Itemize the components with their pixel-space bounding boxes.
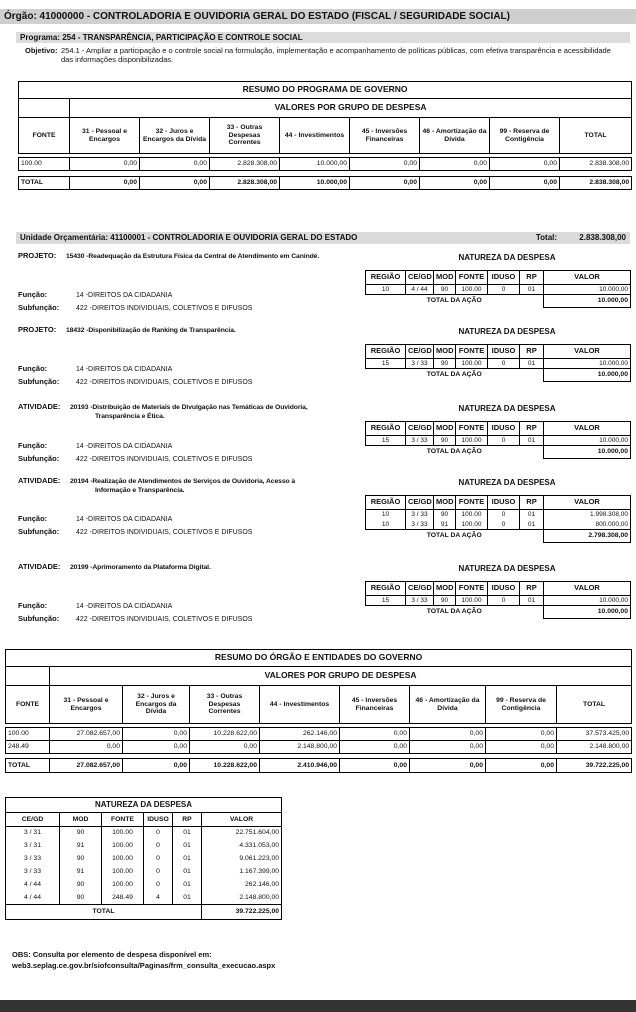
natureza-resumo-cell-2: 100.00 xyxy=(102,866,144,879)
natureza-cell-6: 10.000,00 xyxy=(544,596,631,606)
natureza-resumo-cell-4: 01 xyxy=(173,827,202,840)
natureza-resumo-cell-3: 0 xyxy=(144,866,173,879)
resumo-programa-total-cell-6: 0,00 xyxy=(420,177,490,190)
funcao-value: 14 -DIREITOS DA CIDADANIA xyxy=(76,516,173,523)
resumo-orgao-cell-5: 0,00 xyxy=(340,728,410,741)
table-row xyxy=(6,853,282,866)
resumo-programa-cell-5: 0,00 xyxy=(350,158,420,171)
funcao-label: Função: xyxy=(18,364,48,373)
resumo-programa-subtitle: VALORES POR GRUPO DE DESPESA xyxy=(70,99,632,118)
natureza-resumo-cell-1: 90 xyxy=(60,879,102,892)
total-acao-value: 10.000,00 xyxy=(544,606,631,619)
natureza-header-1: CE/GD xyxy=(406,582,434,596)
resumo-programa-cell-7: 0,00 xyxy=(490,158,560,171)
natureza-header-0: REGIÃO xyxy=(366,422,406,436)
acao-tipo: ATIVIDADE: xyxy=(18,562,61,571)
resumo-orgao-header-6: 46 - Amortização da Dívida xyxy=(410,686,486,724)
resumo-orgao-cell-0: 248.49 xyxy=(6,741,50,754)
acao-tipo: ATIVIDADE: xyxy=(18,402,61,411)
natureza-cell-0: 10 xyxy=(366,510,406,520)
table-row xyxy=(366,596,631,606)
table-row xyxy=(19,158,632,171)
acao-descricao: 18432 -Disponibilização de Ranking de Transparência. xyxy=(66,327,236,334)
subfuncao-label: Subfunção: xyxy=(18,454,60,463)
natureza-cell-4: 0 xyxy=(488,285,520,295)
natureza-header-2: MOD xyxy=(434,582,456,596)
resumo-programa-cell-2: 0,00 xyxy=(140,158,210,171)
total-acao-value: 10.000,00 xyxy=(544,446,631,459)
natureza-resumo-cell-0: 3 / 33 xyxy=(6,853,60,866)
resumo-orgao-cell-8: 2.148.800,00 xyxy=(557,741,632,754)
funcao-value: 14 -DIREITOS DA CIDADANIA xyxy=(76,603,173,610)
resumo-orgao-cell-1: 0,00 xyxy=(50,741,123,754)
resumo-orgao-total-cell-5: 0,00 xyxy=(340,759,410,773)
natureza-resumo-cell-4: 01 xyxy=(173,892,202,905)
natureza-cell-0: 15 xyxy=(366,596,406,606)
natureza-table xyxy=(365,581,631,619)
total-acao-value: 10.000,00 xyxy=(544,295,631,308)
total-acao-label: TOTAL DA AÇÃO xyxy=(366,369,544,382)
resumo-orgao-cell-0: 100.00 xyxy=(6,728,50,741)
natureza-resumo-cell-5: 22.751.604,00 xyxy=(202,827,282,840)
acao-block xyxy=(18,403,630,469)
orgao-header: Órgão: 41000000 - CONTROLADORIA E OUVIDORIA GERAL DO ESTADO (FISCAL / SEGURIDADE SOCIAL) xyxy=(0,9,636,24)
natureza-header-5: RP xyxy=(520,345,544,359)
natureza-resumo-table xyxy=(5,797,282,920)
table-row xyxy=(366,359,631,369)
natureza-table xyxy=(365,421,631,459)
natureza-cell-0: 15 xyxy=(366,359,406,369)
natureza-cell-2: 90 xyxy=(434,436,456,446)
resumo-orgao-total-cell-6: 0,00 xyxy=(410,759,486,773)
acao-descricao: 15430 -Readequação da Estrutura Física da Central de Atendimento em Canindé. xyxy=(66,253,320,260)
resumo-orgao-cell-3: 10.228.622,00 xyxy=(190,728,260,741)
natureza-cell-3: 100.00 xyxy=(456,520,488,530)
acao-descricao-2: Informação e Transparência. xyxy=(95,487,185,494)
natureza-resumo-cell-1: 91 xyxy=(60,866,102,879)
resumo-orgao-header-7: 99 - Reserva de Contigência xyxy=(486,686,557,724)
table-row xyxy=(366,520,631,530)
natureza-header-5: RP xyxy=(520,271,544,285)
natureza-header-6: VALOR xyxy=(544,582,631,596)
natureza-resumo-cell-3: 0 xyxy=(144,853,173,866)
subfuncao-label: Subfunção: xyxy=(18,377,60,386)
natureza-cell-2: 90 xyxy=(434,510,456,520)
natureza-resumo-cell-3: 0 xyxy=(144,840,173,853)
natureza-header-1: CE/GD xyxy=(406,271,434,285)
total-acao-label: TOTAL DA AÇÃO xyxy=(366,606,544,619)
resumo-orgao-total-cell-3: 10.228.622,00 xyxy=(190,759,260,773)
natureza-header-6: VALOR xyxy=(544,271,631,285)
natureza-cell-5: 01 xyxy=(520,436,544,446)
natureza-resumo-cell-5: 9.061.223,00 xyxy=(202,853,282,866)
unidade-label: Unidade Orçamentária: 41100001 - CONTROLADORIA E OUVIDORIA GERAL DO ESTADO xyxy=(20,233,358,242)
subfuncao-value: 422 -DIREITOS INDIVIDUAIS, COLETIVOS E DIFUSOS xyxy=(76,616,253,623)
natureza-resumo-cell-0: 4 / 44 xyxy=(6,892,60,905)
acao-block xyxy=(18,563,630,628)
natureza-header-2: MOD xyxy=(434,271,456,285)
resumo-orgao-cell-7: 0,00 xyxy=(486,728,557,741)
resumo-orgao-header-0: FONTE xyxy=(6,686,50,724)
subfuncao-label: Subfunção: xyxy=(18,527,60,536)
funcao-label: Função: xyxy=(18,601,48,610)
natureza-header-3: FONTE xyxy=(456,271,488,285)
acao-block xyxy=(18,326,630,392)
natureza-cell-1: 3 / 33 xyxy=(406,596,434,606)
natureza-cell-4: 0 xyxy=(488,596,520,606)
total-acao-value: 2.798.308,00 xyxy=(544,530,631,543)
resumo-programa-total-cell-2: 0,00 xyxy=(140,177,210,190)
table-row xyxy=(6,892,282,905)
natureza-resumo-header-4: RP xyxy=(173,813,202,827)
resumo-programa-header-0: FONTE xyxy=(19,118,70,154)
natureza-cell-6: 10.000,00 xyxy=(544,436,631,446)
natureza-header-2: MOD xyxy=(434,422,456,436)
natureza-cell-0: 10 xyxy=(366,520,406,530)
natureza-resumo-cell-4: 01 xyxy=(173,879,202,892)
natureza-cell-4: 0 xyxy=(488,436,520,446)
natureza-resumo-cell-5: 2.148.800,00 xyxy=(202,892,282,905)
resumo-orgao-cell-7: 0,00 xyxy=(486,741,557,754)
resumo-orgao-header-4: 44 - Investimentos xyxy=(260,686,340,724)
natureza-resumo-cell-3: 4 xyxy=(144,892,173,905)
resumo-orgao-total-cell-8: 39.722.225,00 xyxy=(557,759,632,773)
resumo-orgao-total-cell-1: 27.082.657,00 xyxy=(50,759,123,773)
objetivo-label: Objetivo: xyxy=(25,46,58,55)
acao-tipo: PROJETO: xyxy=(18,251,57,260)
resumo-programa-total-cell-0: TOTAL xyxy=(19,177,70,190)
natureza-cell-5: 01 xyxy=(520,510,544,520)
natureza-cell-3: 100.00 xyxy=(456,359,488,369)
acao-block xyxy=(18,252,630,322)
natureza-title: NATUREZA DA DESPESA xyxy=(458,564,556,573)
resumo-programa-total-cell-4: 10.000,00 xyxy=(280,177,350,190)
natureza-resumo-cell-3: 0 xyxy=(144,827,173,840)
natureza-header-4: IDUSO xyxy=(488,496,520,510)
natureza-cell-3: 100.00 xyxy=(456,596,488,606)
natureza-resumo-header-5: VALOR xyxy=(202,813,282,827)
natureza-resumo-header-3: IDUSO xyxy=(144,813,173,827)
natureza-cell-1: 3 / 33 xyxy=(406,436,434,446)
resumo-programa-cell-8: 2.838.308,00 xyxy=(560,158,632,171)
natureza-cell-1: 3 / 33 xyxy=(406,510,434,520)
table-row xyxy=(6,728,632,741)
natureza-cell-1: 3 / 33 xyxy=(406,359,434,369)
natureza-header-5: RP xyxy=(520,496,544,510)
table-row xyxy=(6,741,632,754)
natureza-cell-2: 90 xyxy=(434,285,456,295)
natureza-header-1: CE/GD xyxy=(406,496,434,510)
natureza-header-0: REGIÃO xyxy=(366,496,406,510)
resumo-programa-total-cell-5: 0,00 xyxy=(350,177,420,190)
resumo-orgao-subtitle: VALORES POR GRUPO DE DESPESA xyxy=(50,667,632,686)
resumo-programa-title: RESUMO DO PROGRAMA DE GOVERNO xyxy=(19,82,632,99)
funcao-label: Função: xyxy=(18,441,48,450)
natureza-title: NATUREZA DA DESPESA xyxy=(458,478,556,487)
natureza-cell-5: 01 xyxy=(520,520,544,530)
funcao-value: 14 -DIREITOS DA CIDADANIA xyxy=(76,292,173,299)
subfuncao-value: 422 -DIREITOS INDIVIDUAIS, COLETIVOS E DIFUSOS xyxy=(76,456,253,463)
natureza-resumo-cell-1: 91 xyxy=(60,840,102,853)
natureza-header-5: RP xyxy=(520,582,544,596)
table-row xyxy=(6,866,282,879)
natureza-resumo-header-0: CE/GD xyxy=(6,813,60,827)
resumo-orgao-table xyxy=(5,649,632,773)
table-row xyxy=(366,285,631,295)
programa-header: Programa: 254 - TRANSPARÊNCIA, PARTICIPAÇÃO E CONTROLE SOCIAL xyxy=(16,32,630,43)
natureza-resumo-cell-4: 01 xyxy=(173,840,202,853)
natureza-cell-0: 10 xyxy=(366,285,406,295)
total-acao-label: TOTAL DA AÇÃO xyxy=(366,446,544,459)
resumo-orgao-cell-6: 0,00 xyxy=(410,741,486,754)
resumo-orgao-cell-6: 0,00 xyxy=(410,728,486,741)
natureza-cell-2: 90 xyxy=(434,359,456,369)
subfuncao-label: Subfunção: xyxy=(18,614,60,623)
unidade-total-label: Total: xyxy=(535,233,558,242)
natureza-title: NATUREZA DA DESPESA xyxy=(458,253,556,262)
natureza-header-6: VALOR xyxy=(544,345,631,359)
natureza-cell-1: 4 / 44 xyxy=(406,285,434,295)
resumo-programa-header-6: 46 - Amortização da Dívida xyxy=(420,118,490,154)
resumo-programa-total-cell-8: 2.838.308,00 xyxy=(560,177,632,190)
resumo-orgao-total-cell-4: 2.410.946,00 xyxy=(260,759,340,773)
resumo-orgao-total-cell-0: TOTAL xyxy=(6,759,50,773)
total-acao-value: 10.000,00 xyxy=(544,369,631,382)
footer-bar xyxy=(0,1000,636,1012)
funcao-value: 14 -DIREITOS DA CIDADANIA xyxy=(76,443,173,450)
natureza-header-3: FONTE xyxy=(456,422,488,436)
natureza-cell-6: 10.000,00 xyxy=(544,285,631,295)
subfuncao-label: Subfunção: xyxy=(18,303,60,312)
obs-line-1: OBS: Consulta por elemento de despesa disponível em: xyxy=(12,950,212,959)
natureza-header-5: RP xyxy=(520,422,544,436)
table-row xyxy=(6,827,282,840)
natureza-title: NATUREZA DA DESPESA xyxy=(458,404,556,413)
subfuncao-value: 422 -DIREITOS INDIVIDUAIS, COLETIVOS E DIFUSOS xyxy=(76,305,253,312)
natureza-header-0: REGIÃO xyxy=(366,345,406,359)
natureza-resumo-cell-5: 4.331.053,00 xyxy=(202,840,282,853)
natureza-cell-5: 01 xyxy=(520,596,544,606)
total-acao-label: TOTAL DA AÇÃO xyxy=(366,295,544,308)
natureza-resumo-cell-0: 3 / 31 xyxy=(6,840,60,853)
natureza-resumo-cell-2: 100.00 xyxy=(102,840,144,853)
natureza-table xyxy=(365,344,631,382)
resumo-programa-cell-4: 10.000,00 xyxy=(280,158,350,171)
resumo-programa-total-cell-7: 0,00 xyxy=(490,177,560,190)
resumo-programa-header-7: 99 - Reserva de Contigência xyxy=(490,118,560,154)
natureza-resumo-cell-1: 90 xyxy=(60,827,102,840)
natureza-resumo-cell-2: 100.00 xyxy=(102,853,144,866)
natureza-cell-4: 0 xyxy=(488,510,520,520)
resumo-programa-header-8: TOTAL xyxy=(560,118,632,154)
resumo-orgao-cell-5: 0,00 xyxy=(340,741,410,754)
natureza-table xyxy=(365,495,631,543)
natureza-resumo-cell-4: 01 xyxy=(173,853,202,866)
natureza-cell-6: 1.998.308,00 xyxy=(544,510,631,520)
resumo-orgao-header-3: 33 - Outras Despesas Correntes xyxy=(190,686,260,724)
observacao xyxy=(12,949,275,972)
acao-block xyxy=(18,477,630,552)
resumo-orgao-cell-1: 27.082.657,00 xyxy=(50,728,123,741)
natureza-header-3: FONTE xyxy=(456,496,488,510)
resumo-orgao-total-cell-7: 0,00 xyxy=(486,759,557,773)
resumo-orgao-header-8: TOTAL xyxy=(557,686,632,724)
natureza-resumo-cell-2: 100.00 xyxy=(102,827,144,840)
natureza-cell-6: 800.000,00 xyxy=(544,520,631,530)
resumo-orgao-title: RESUMO DO ÓRGÃO E ENTIDADES DO GOVERNO xyxy=(6,650,632,667)
natureza-resumo-cell-2: 100.00 xyxy=(102,879,144,892)
natureza-title: NATUREZA DA DESPESA xyxy=(458,327,556,336)
resumo-programa-header-4: 44 - Investimentos xyxy=(280,118,350,154)
natureza-header-6: VALOR xyxy=(544,422,631,436)
resumo-orgao-cell-4: 262.146,00 xyxy=(260,728,340,741)
resumo-orgao-header-1: 31 - Pessoal e Encargos xyxy=(50,686,123,724)
funcao-label: Função: xyxy=(18,514,48,523)
resumo-programa-cell-1: 0,00 xyxy=(70,158,140,171)
resumo-programa-cell-3: 2.828.308,00 xyxy=(210,158,280,171)
resumo-orgao-cell-8: 37.573.425,00 xyxy=(557,728,632,741)
natureza-resumo-cell-2: 248.49 xyxy=(102,892,144,905)
natureza-cell-1: 3 / 33 xyxy=(406,520,434,530)
natureza-header-4: IDUSO xyxy=(488,422,520,436)
acao-tipo: ATIVIDADE: xyxy=(18,476,61,485)
natureza-cell-4: 0 xyxy=(488,359,520,369)
natureza-header-4: IDUSO xyxy=(488,345,520,359)
resumo-programa-cell-0: 100.00 xyxy=(19,158,70,171)
natureza-cell-3: 100.00 xyxy=(456,510,488,520)
acao-descricao: 20199 -Aprimoramento da Plataforma Digital. xyxy=(70,564,211,571)
natureza-cell-5: 01 xyxy=(520,285,544,295)
subfuncao-value: 422 -DIREITOS INDIVIDUAIS, COLETIVOS E DIFUSOS xyxy=(76,379,253,386)
obs-link[interactable]: web3.seplag.ce.gov.br/siofconsulta/Paginas/frm_consulta_execucao.aspx xyxy=(12,961,276,971)
table-row xyxy=(6,879,282,892)
table-row xyxy=(6,840,282,853)
natureza-resumo-cell-1: 90 xyxy=(60,892,102,905)
natureza-resumo-header-1: MOD xyxy=(60,813,102,827)
resumo-orgao-cell-3: 0,00 xyxy=(190,741,260,754)
natureza-cell-3: 100.00 xyxy=(456,285,488,295)
natureza-header-1: CE/GD xyxy=(406,422,434,436)
funcao-label: Função: xyxy=(18,290,48,299)
unidade-total-value: 2.838.308,00 xyxy=(579,233,626,242)
table-row xyxy=(366,436,631,446)
natureza-header-3: FONTE xyxy=(456,582,488,596)
natureza-resumo-cell-4: 01 xyxy=(173,866,202,879)
natureza-cell-0: 15 xyxy=(366,436,406,446)
natureza-cell-5: 01 xyxy=(520,359,544,369)
subfuncao-value: 422 -DIREITOS INDIVIDUAIS, COLETIVOS E DIFUSOS xyxy=(76,529,253,536)
natureza-header-1: CE/GD xyxy=(406,345,434,359)
acao-descricao-2: Transparência e Ética. xyxy=(95,413,165,420)
resumo-programa-header-3: 33 - Outras Despesas Correntes xyxy=(210,118,280,154)
natureza-header-4: IDUSO xyxy=(488,582,520,596)
resumo-programa-header-1: 31 - Pessoal e Encargos xyxy=(70,118,140,154)
funcao-value: 14 -DIREITOS DA CIDADANIA xyxy=(76,366,173,373)
natureza-cell-3: 100.00 xyxy=(456,436,488,446)
resumo-orgao-cell-2: 0,00 xyxy=(123,728,190,741)
natureza-resumo-cell-5: 262.146,00 xyxy=(202,879,282,892)
natureza-resumo-total-label: TOTAL xyxy=(6,905,202,920)
resumo-programa-header-5: 45 - Inversões Financeiras xyxy=(350,118,420,154)
natureza-resumo-cell-0: 3 / 31 xyxy=(6,827,60,840)
natureza-header-2: MOD xyxy=(434,345,456,359)
natureza-resumo-cell-0: 4 / 44 xyxy=(6,879,60,892)
natureza-resumo-total-value: 39.722.225,00 xyxy=(202,905,282,920)
natureza-resumo-header-2: FONTE xyxy=(102,813,144,827)
natureza-resumo-cell-0: 3 / 33 xyxy=(6,866,60,879)
natureza-header-6: VALOR xyxy=(544,496,631,510)
natureza-header-0: REGIÃO xyxy=(366,582,406,596)
natureza-resumo-cell-5: 1.167.399,00 xyxy=(202,866,282,879)
resumo-orgao-header-5: 45 - Inversões Financeiras xyxy=(340,686,410,724)
acao-descricao: 20194 -Realização de Atendimentos de Serviços de Ouvidoria, Acesso à xyxy=(70,478,296,485)
resumo-orgao-cell-2: 0,00 xyxy=(123,741,190,754)
natureza-cell-2: 90 xyxy=(434,596,456,606)
acao-descricao: 20193 -Distribuição de Materiais de Divulgação nas Temáticas de Ouvidoria, xyxy=(70,404,308,411)
natureza-resumo-cell-1: 90 xyxy=(60,853,102,866)
resumo-programa-cell-6: 0,00 xyxy=(420,158,490,171)
resumo-programa-header-2: 32 - Juros e Encargos da Dívida xyxy=(140,118,210,154)
natureza-header-4: IDUSO xyxy=(488,271,520,285)
resumo-orgao-header-2: 32 - Juros e Encargos da Dívida xyxy=(123,686,190,724)
natureza-cell-6: 10.000,00 xyxy=(544,359,631,369)
acao-tipo: PROJETO: xyxy=(18,325,57,334)
natureza-table xyxy=(365,270,631,308)
natureza-resumo-title: NATUREZA DA DESPESA xyxy=(6,798,282,813)
natureza-header-0: REGIÃO xyxy=(366,271,406,285)
natureza-header-3: FONTE xyxy=(456,345,488,359)
natureza-resumo-cell-3: 0 xyxy=(144,879,173,892)
resumo-orgao-cell-4: 2.148.800,00 xyxy=(260,741,340,754)
resumo-programa-total-cell-1: 0,00 xyxy=(70,177,140,190)
objetivo xyxy=(25,47,625,64)
total-acao-label: TOTAL DA AÇÃO xyxy=(366,530,544,543)
resumo-programa-total-cell-3: 2.828.308,00 xyxy=(210,177,280,190)
objetivo-text: 254.1 - Ampliar a participação e o controle social na formulação, implementação e acompanhamento de políticas públicas, com efetiva transparência e acessibilidade das informações disponibilizadas. xyxy=(61,46,611,64)
natureza-cell-4: 0 xyxy=(488,520,520,530)
resumo-programa-table xyxy=(18,81,632,190)
resumo-orgao-total-cell-2: 0,00 xyxy=(123,759,190,773)
natureza-header-2: MOD xyxy=(434,496,456,510)
unidade-orcamentaria-header xyxy=(16,232,630,244)
table-row xyxy=(366,510,631,520)
natureza-cell-2: 91 xyxy=(434,520,456,530)
